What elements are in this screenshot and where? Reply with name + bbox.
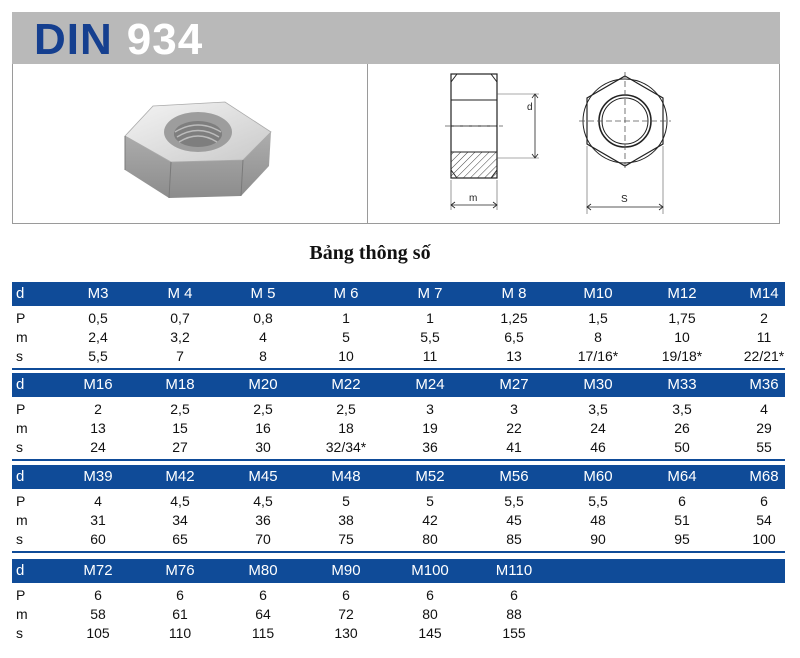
table-cell: 2,5 xyxy=(336,401,356,417)
header-size-cell: M39 xyxy=(83,468,113,485)
hex-nut-photo xyxy=(113,88,283,208)
table-cell: 3,2 xyxy=(170,329,190,345)
table-cell: 8 xyxy=(259,348,267,364)
table-cell: 115 xyxy=(251,625,275,641)
header-size-cell: M10 xyxy=(583,285,613,302)
table-cell: 54 xyxy=(756,512,772,528)
table-cell: 4 xyxy=(94,493,102,509)
header-size-cell: M45 xyxy=(248,468,278,485)
dim-s-label: S xyxy=(621,194,628,205)
table-cell: 85 xyxy=(506,531,522,547)
spec-table-4 xyxy=(12,559,785,645)
table-cell: 10 xyxy=(338,348,354,364)
table-row xyxy=(12,347,785,366)
table-cell: 100 xyxy=(752,531,776,547)
table-row xyxy=(12,438,785,457)
header-size-cell: M 6 xyxy=(333,285,359,302)
header-size-cell: M52 xyxy=(415,468,445,485)
table-row xyxy=(12,605,785,624)
figure-divider xyxy=(367,64,368,223)
table-cell: 1 xyxy=(426,310,434,326)
table-cell: 6 xyxy=(760,493,768,509)
table-cell: 58 xyxy=(90,606,106,622)
table-cell: 17/16* xyxy=(577,348,619,364)
table-cell: 95 xyxy=(674,531,690,547)
table-cell: 11 xyxy=(756,329,772,345)
table-cell: 32/34* xyxy=(325,439,367,455)
spec-table-3 xyxy=(12,465,785,551)
table-cell: 105 xyxy=(86,625,110,641)
table-cell: 22 xyxy=(506,420,522,436)
table-cell: 4,5 xyxy=(170,493,190,509)
spec-table-2 xyxy=(12,373,785,459)
table-cell: 3,5 xyxy=(588,401,608,417)
table-bottom-rule xyxy=(12,551,785,553)
row-label: m xyxy=(16,420,28,436)
header-size-cell: M 4 xyxy=(167,285,193,302)
header-size-cell: M 8 xyxy=(501,285,527,302)
header-size-cell: M64 xyxy=(667,468,697,485)
table-cell: 34 xyxy=(172,512,188,528)
table-cell: 6 xyxy=(510,587,518,603)
table-cell: 6 xyxy=(678,493,686,509)
table-cell: 70 xyxy=(255,531,271,547)
header-label-d: d xyxy=(16,285,25,302)
table-cell: 7 xyxy=(176,348,184,364)
header-size-cell: M20 xyxy=(248,376,278,393)
table-cell: 15 xyxy=(172,420,188,436)
table-row xyxy=(12,624,785,643)
header-size-cell: M48 xyxy=(331,468,361,485)
table-cell: 11 xyxy=(422,348,438,364)
table-row xyxy=(12,328,785,347)
table-cell: 5,5 xyxy=(88,348,108,364)
header-size-cell: M 7 xyxy=(417,285,443,302)
table-cell: 31 xyxy=(90,512,106,528)
table-cell: 36 xyxy=(255,512,271,528)
table-cell: 88 xyxy=(506,606,522,622)
table-bottom-rule xyxy=(12,459,785,461)
table-cell: 48 xyxy=(590,512,606,528)
header-size-cell: M76 xyxy=(165,562,195,579)
dim-d-label: d xyxy=(527,102,533,113)
header-size-cell: M14 xyxy=(749,285,779,302)
table-cell: 2 xyxy=(94,401,102,417)
table-cell: 22/21* xyxy=(743,348,785,364)
table-row xyxy=(12,586,785,605)
row-label: s xyxy=(16,439,23,455)
header-size-cell: M36 xyxy=(749,376,779,393)
table-cell: 6 xyxy=(342,587,350,603)
table-cell: 4 xyxy=(760,401,768,417)
table-title: Bảng thông số xyxy=(309,242,431,264)
table-cell: 4,5 xyxy=(253,493,273,509)
table-cell: 26 xyxy=(674,420,690,436)
table-cell: 24 xyxy=(590,420,606,436)
header-label-d: d xyxy=(16,562,25,579)
table-cell: 2 xyxy=(760,310,768,326)
table-cell: 19 xyxy=(422,420,438,436)
table-cell: 6 xyxy=(94,587,102,603)
table-cell: 16 xyxy=(255,420,271,436)
table-cell: 80 xyxy=(422,606,438,622)
table-cell: 155 xyxy=(502,625,526,641)
table-cell: 55 xyxy=(756,439,772,455)
table-cell: 1,25 xyxy=(500,310,528,326)
table-cell: 24 xyxy=(90,439,106,455)
header-label-d: d xyxy=(16,468,25,485)
header-size-cell: M56 xyxy=(499,468,529,485)
spec-table-1 xyxy=(12,282,785,368)
row-label: m xyxy=(16,329,28,345)
table-cell: 30 xyxy=(255,439,271,455)
table-cell: 110 xyxy=(168,625,192,641)
table-cell: 27 xyxy=(172,439,188,455)
table-cell: 10 xyxy=(674,329,690,345)
table-row xyxy=(12,309,785,328)
title-number: 934 xyxy=(126,15,204,64)
table-cell: 65 xyxy=(172,531,188,547)
header-size-cell: M3 xyxy=(87,285,109,302)
table-cell: 3,5 xyxy=(672,401,692,417)
row-label: m xyxy=(16,512,28,528)
row-label: s xyxy=(16,625,23,641)
table-cell: 51 xyxy=(674,512,690,528)
figure-panel xyxy=(12,64,780,224)
table-row xyxy=(12,400,785,419)
header-size-cell: M24 xyxy=(415,376,445,393)
table-bottom-rule xyxy=(12,368,785,370)
page-title xyxy=(34,15,204,64)
table-cell: 36 xyxy=(422,439,438,455)
row-label: m xyxy=(16,606,28,622)
table-cell: 2,5 xyxy=(170,401,190,417)
table-row xyxy=(12,419,785,438)
table-cell: 13 xyxy=(90,420,106,436)
table-cell: 38 xyxy=(338,512,354,528)
table-cell: 0,7 xyxy=(170,310,190,326)
table-cell: 80 xyxy=(422,531,438,547)
table-cell: 72 xyxy=(338,606,354,622)
table-cell: 19/18* xyxy=(661,348,703,364)
table-cell: 6 xyxy=(426,587,434,603)
table-cell: 5 xyxy=(426,493,434,509)
table-cell: 64 xyxy=(255,606,271,622)
table-cell: 2,4 xyxy=(88,329,108,345)
table-cell: 1,75 xyxy=(668,310,696,326)
table-cell: 2,5 xyxy=(253,401,273,417)
row-label: P xyxy=(16,493,26,509)
table-cell: 61 xyxy=(172,606,188,622)
header-size-cell: M80 xyxy=(248,562,278,579)
table-cell: 130 xyxy=(334,625,358,641)
header-size-cell: M33 xyxy=(667,376,697,393)
table-cell: 90 xyxy=(590,531,606,547)
hex-nut-technical-drawing xyxy=(393,64,781,223)
table-cell: 41 xyxy=(506,439,522,455)
table-row xyxy=(12,492,785,511)
table-row xyxy=(12,511,785,530)
table-cell: 6,5 xyxy=(504,329,524,345)
table-cell: 50 xyxy=(674,439,690,455)
table-cell: 8 xyxy=(594,329,602,345)
table-cell: 1 xyxy=(342,310,350,326)
header-size-cell: M30 xyxy=(583,376,613,393)
dim-m-label: m xyxy=(469,193,478,204)
title-din: DIN xyxy=(34,15,113,64)
table-cell: 6 xyxy=(176,587,184,603)
table-cell: 29 xyxy=(756,420,772,436)
header-size-cell: M68 xyxy=(749,468,779,485)
row-label: P xyxy=(16,310,26,326)
row-label: s xyxy=(16,348,23,364)
row-label: P xyxy=(16,587,26,603)
table-cell: 6 xyxy=(259,587,267,603)
table-cell: 5,5 xyxy=(588,493,608,509)
table-cell: 60 xyxy=(90,531,106,547)
header-label-d: d xyxy=(16,376,25,393)
table-cell: 3 xyxy=(510,401,518,417)
table-cell: 45 xyxy=(506,512,522,528)
header-size-cell: M16 xyxy=(83,376,113,393)
header-size-cell: M72 xyxy=(83,562,113,579)
header-size-cell: M18 xyxy=(165,376,195,393)
header-size-cell: M 5 xyxy=(250,285,276,302)
header-size-cell: M12 xyxy=(667,285,697,302)
table-cell: 5 xyxy=(342,329,350,345)
table-cell: 75 xyxy=(338,531,354,547)
table-cell: 0,8 xyxy=(253,310,273,326)
header-size-cell: M100 xyxy=(411,562,449,579)
table-header-bar xyxy=(12,465,785,489)
table-header-bar xyxy=(12,373,785,397)
table-row xyxy=(12,530,785,549)
header-size-cell: M42 xyxy=(165,468,195,485)
table-cell: 4 xyxy=(259,329,267,345)
table-cell: 145 xyxy=(418,625,442,641)
table-cell: 1,5 xyxy=(588,310,608,326)
table-cell: 3 xyxy=(426,401,434,417)
header-size-cell: M90 xyxy=(331,562,361,579)
table-cell: 18 xyxy=(338,420,354,436)
table-cell: 13 xyxy=(506,348,522,364)
table-cell: 42 xyxy=(422,512,438,528)
table-cell: 0,5 xyxy=(88,310,108,326)
header-size-cell: M22 xyxy=(331,376,361,393)
row-label: P xyxy=(16,401,26,417)
table-cell: 5,5 xyxy=(504,493,524,509)
title-bar xyxy=(12,12,780,64)
table-cell: 5 xyxy=(342,493,350,509)
row-label: s xyxy=(16,531,23,547)
header-size-cell: M27 xyxy=(499,376,529,393)
header-size-cell: M60 xyxy=(583,468,613,485)
table-header-bar xyxy=(12,559,785,583)
table-header-bar xyxy=(12,282,785,306)
table-cell: 46 xyxy=(590,439,606,455)
table-cell: 5,5 xyxy=(420,329,440,345)
header-size-cell: M110 xyxy=(495,562,533,579)
